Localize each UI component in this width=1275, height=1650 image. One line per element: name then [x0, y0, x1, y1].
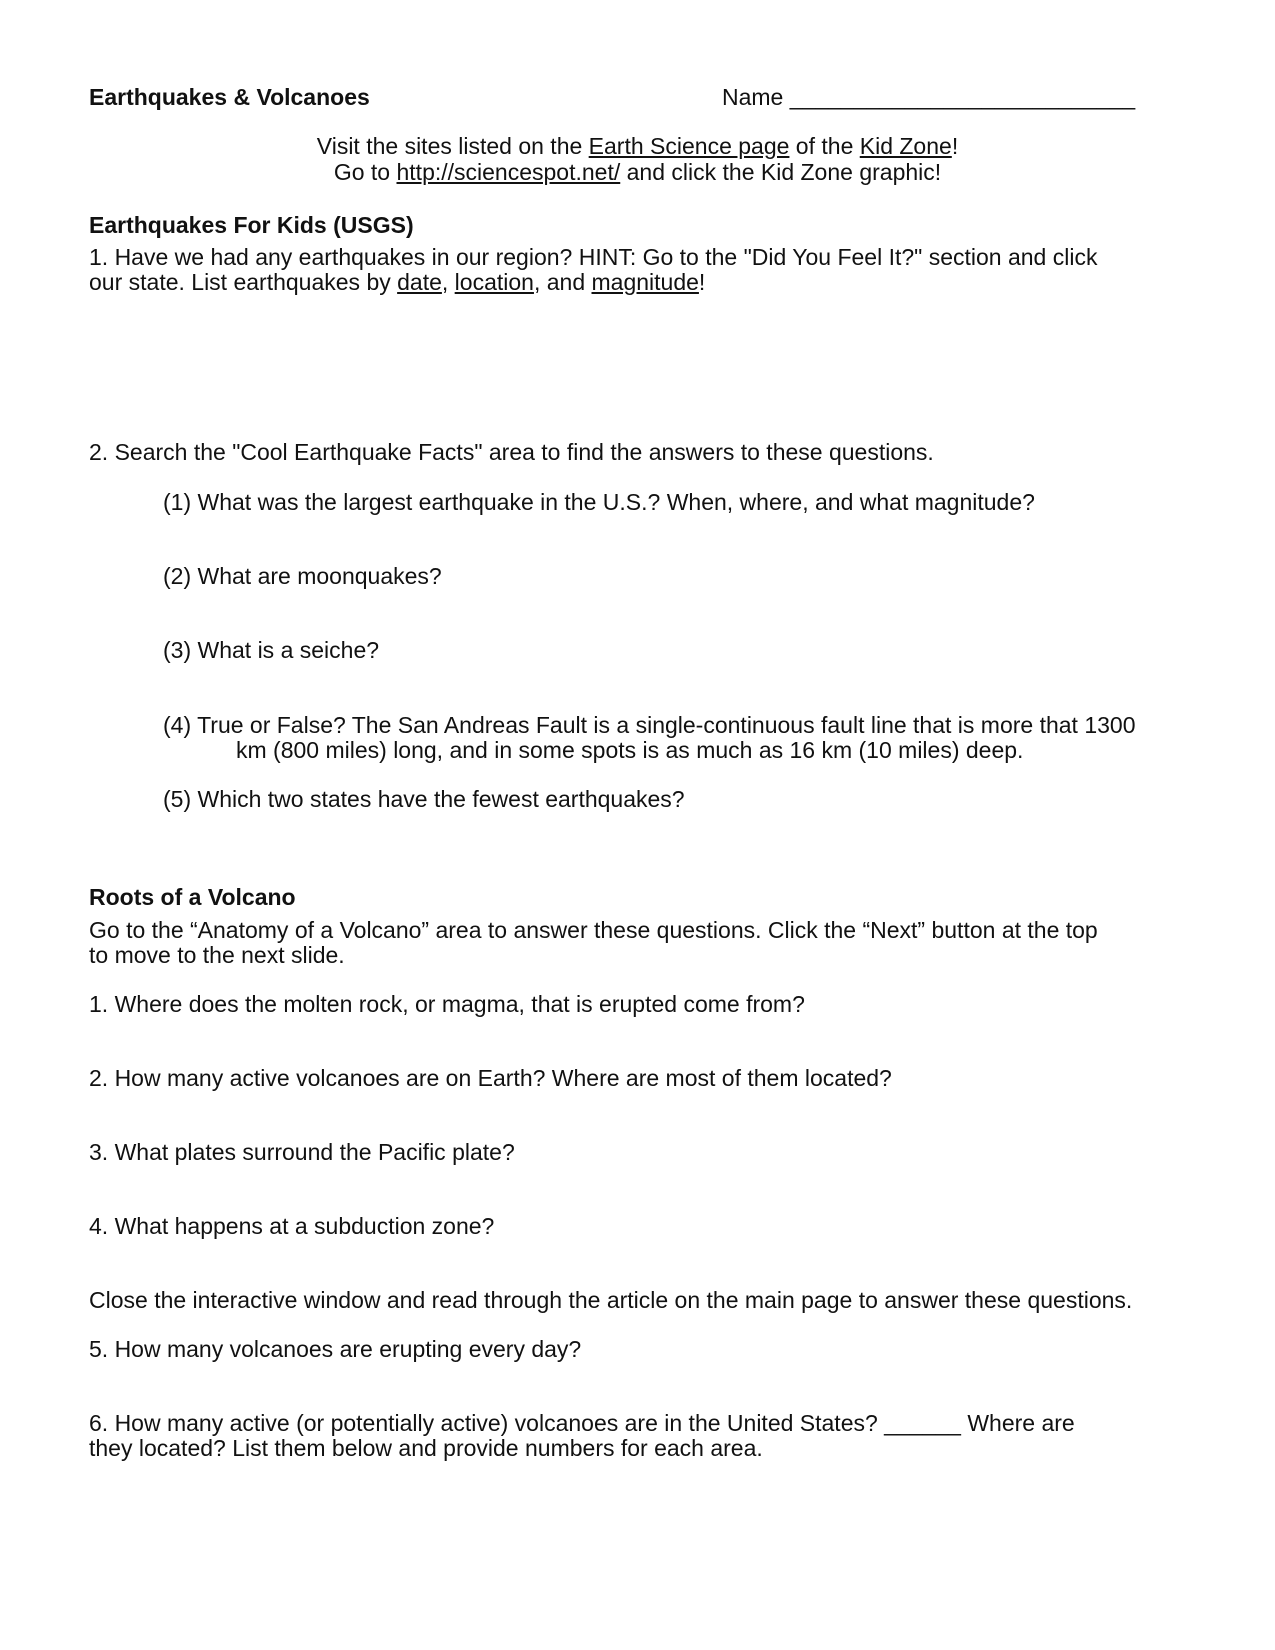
volcano-intro-line-1: Go to the “Anatomy of a Volcano” area to answer these questions. Click the “Next” button at the top: [89, 917, 1098, 943]
volcano-question-2: 2. How many active volcanoes are on Earth? Where are most of them located?: [89, 1065, 892, 1091]
intro-line-1: [0, 134, 1275, 159]
volcano-question-3: 3. What plates surround the Pacific plate?: [89, 1139, 515, 1165]
question-text: !: [698, 269, 706, 295]
sub-question-4-line-2: km (800 miles) long, and in some spots is as much as 16 km (10 miles) deep.: [236, 737, 1024, 763]
earth-science-page-link[interactable]: Earth Science page: [588, 133, 790, 159]
intro-text: and click the Kid Zone graphic!: [620, 159, 942, 185]
question-text: ,: [441, 269, 455, 295]
keyword-date: date: [397, 269, 442, 295]
sub-question-2: (2) What are moonquakes?: [163, 563, 442, 589]
question-text: our state. List earthquakes by: [89, 269, 398, 295]
intro-line-2: [0, 160, 1275, 185]
question-2: 2. Search the "Cool Earthquake Facts" area to find the answers to these questions.: [89, 439, 934, 465]
kid-zone-link[interactable]: Kid Zone: [859, 133, 952, 159]
sciencespot-url-link[interactable]: http://sciencespot.net/: [396, 159, 621, 185]
worksheet-title: Earthquakes & Volcanoes: [89, 84, 370, 110]
keyword-location: location: [454, 269, 534, 295]
question-1-line-1: 1. Have we had any earthquakes in our region? HINT: Go to the "Did You Feel It?" section and click: [89, 244, 1098, 270]
intro-text: Go to: [333, 159, 397, 185]
name-field-label: Name ___________________________: [722, 84, 1136, 110]
sub-question-3: (3) What is a seiche?: [163, 637, 380, 663]
volcano-question-6-line-2: they located? List them below and provide numbers for each area.: [89, 1435, 763, 1461]
sub-question-1: (1) What was the largest earthquake in the U.S.? When, where, and what magnitude?: [163, 489, 1035, 515]
volcano-question-6-line-1: 6. How many active (or potentially active) volcanoes are in the United States? ______ Where are: [89, 1410, 1075, 1436]
question-1-line-2: [89, 270, 705, 295]
intro-text: of the: [789, 133, 860, 159]
section-heading-earthquakes: Earthquakes For Kids (USGS): [89, 212, 414, 238]
volcano-intro-line-2: to move to the next slide.: [89, 942, 345, 968]
volcano-question-5: 5. How many volcanoes are erupting every day?: [89, 1336, 582, 1362]
volcano-question-1: 1. Where does the molten rock, or magma, that is erupted come from?: [89, 991, 805, 1017]
volcano-question-4: 4. What happens at a subduction zone?: [89, 1213, 495, 1239]
close-window-instruction: Close the interactive window and read through the article on the main page to answer these questions.: [89, 1287, 1133, 1313]
intro-text: Visit the sites listed on the: [316, 133, 589, 159]
sub-question-5: (5) Which two states have the fewest earthquakes?: [163, 786, 685, 812]
sub-question-4-line-1: (4) True or False? The San Andreas Fault is a single-continuous fault line that is more that 1300: [163, 712, 1136, 738]
keyword-magnitude: magnitude: [591, 269, 699, 295]
question-text: , and: [533, 269, 592, 295]
section-heading-volcano: Roots of a Volcano: [89, 884, 296, 910]
intro-text: !: [951, 133, 959, 159]
